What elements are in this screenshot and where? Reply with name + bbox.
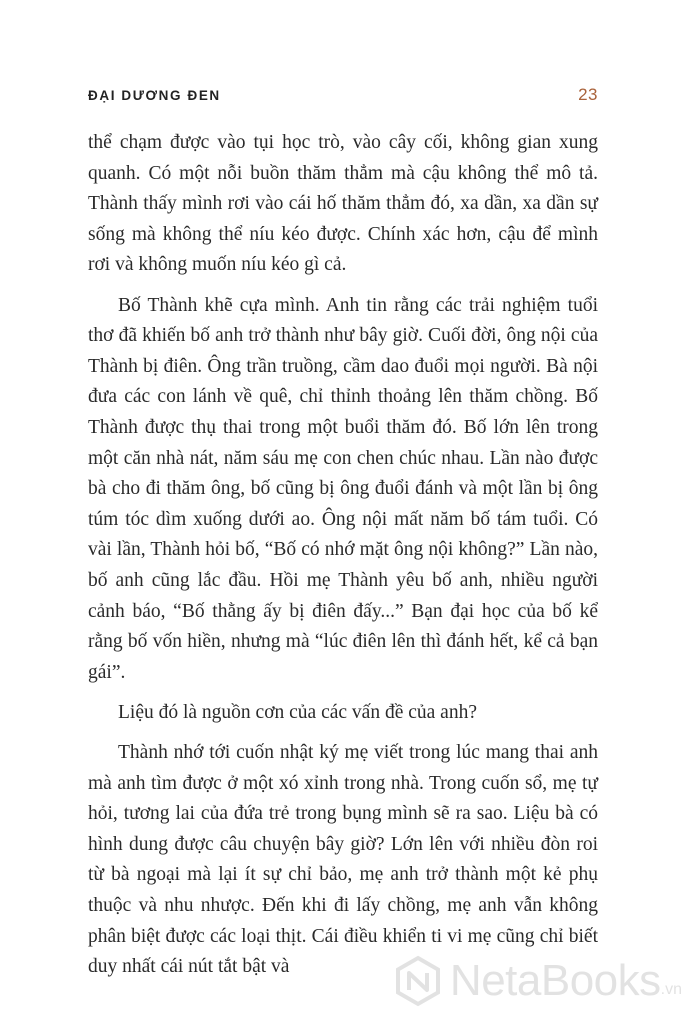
paragraph: Liệu đó là nguồn cơn của các vấn đề của anh?	[118, 701, 477, 723]
watermark	[392, 955, 682, 1007]
page-number: 23	[578, 85, 598, 104]
paragraph: Bố Thành khẽ cựa mình. Anh tin rằng các trải nghiệm tuổi thơ đã khiến bố anh trở thành như bây giờ. Cuối đời, ông nội của Thành bị điên. Ông trần truồng, cầm dao đuổi mọi người. Bà nội đưa các con lánh về quê, chỉ thỉnh thoảng lên thăm chồng. Bố Thành được thụ thai trong một buổi thăm đó. Bố lớn lên trong một căn nhà nát, năm sáu mẹ con chen chúc nhau. Lần nào được bà cho đi thăm ông, bố cũng bị ông đuổi đánh và một lần bị ông túm tóc dìm xuống dưới ao. Ông nội mất năm bố tám tuổi. Có vài lần, Thành hỏi bố, “Bố có nhớ mặt ông nội không?” Lần nào, bố anh cũng lắc đầu. Hồi mẹ Thành yêu bố anh, nhiều người cảnh báo, “Bố thằng ấy bị điên đấy...” Bạn đại học của bố kể rằng bố vốn hiền, nhưng mà “lúc điên lên thì đánh hết, kể cả bạn gái”.	[88, 294, 598, 683]
paragraph: Thành nhớ tới cuốn nhật ký mẹ viết trong lúc mang thai anh mà anh tìm được ở một xó xỉnh trong nhà. Trong cuốn sổ, mẹ tự hỏi, tương lai của đứa trẻ trong bụng mình sẽ ra sao. Liệu bà có hình dung được câu chuyện bây giờ? Lớn lên với nhiều đòn roi từ bà ngoại mà lại ít sự chỉ bảo, mẹ anh trở thành một kẻ phụ thuộc và nhu nhược. Đến khi đi lấy chồng, mẹ anh vẫn không phân biệt được các loại thịt. Cái điều khiển ti vi mẹ cũng chỉ biết duy nhất cái nút tắt bật và	[88, 742, 598, 978]
running-header	[88, 85, 598, 112]
paragraph: thể chạm được vào tụi học trò, vào cây cối, không gian xung quanh. Có một nỗi buồn thăm thẳm mà cậu không thể mô tả. Thành thấy mình rơi vào cái hố thăm thẳm đó, xa dần, xa dần sự sống mà không thể níu kéo được. Chính xác hơn, cậu để mình rơi và không muốn níu kéo gì cả.	[88, 132, 598, 276]
watermark-brand: NetaBooks	[449, 956, 661, 1005]
watermark-suffix: .vn	[660, 981, 682, 998]
page-body	[88, 128, 598, 992]
book-title: ĐẠI DƯƠNG ĐEN	[88, 88, 221, 103]
netabooks-logo-icon	[392, 955, 444, 1007]
